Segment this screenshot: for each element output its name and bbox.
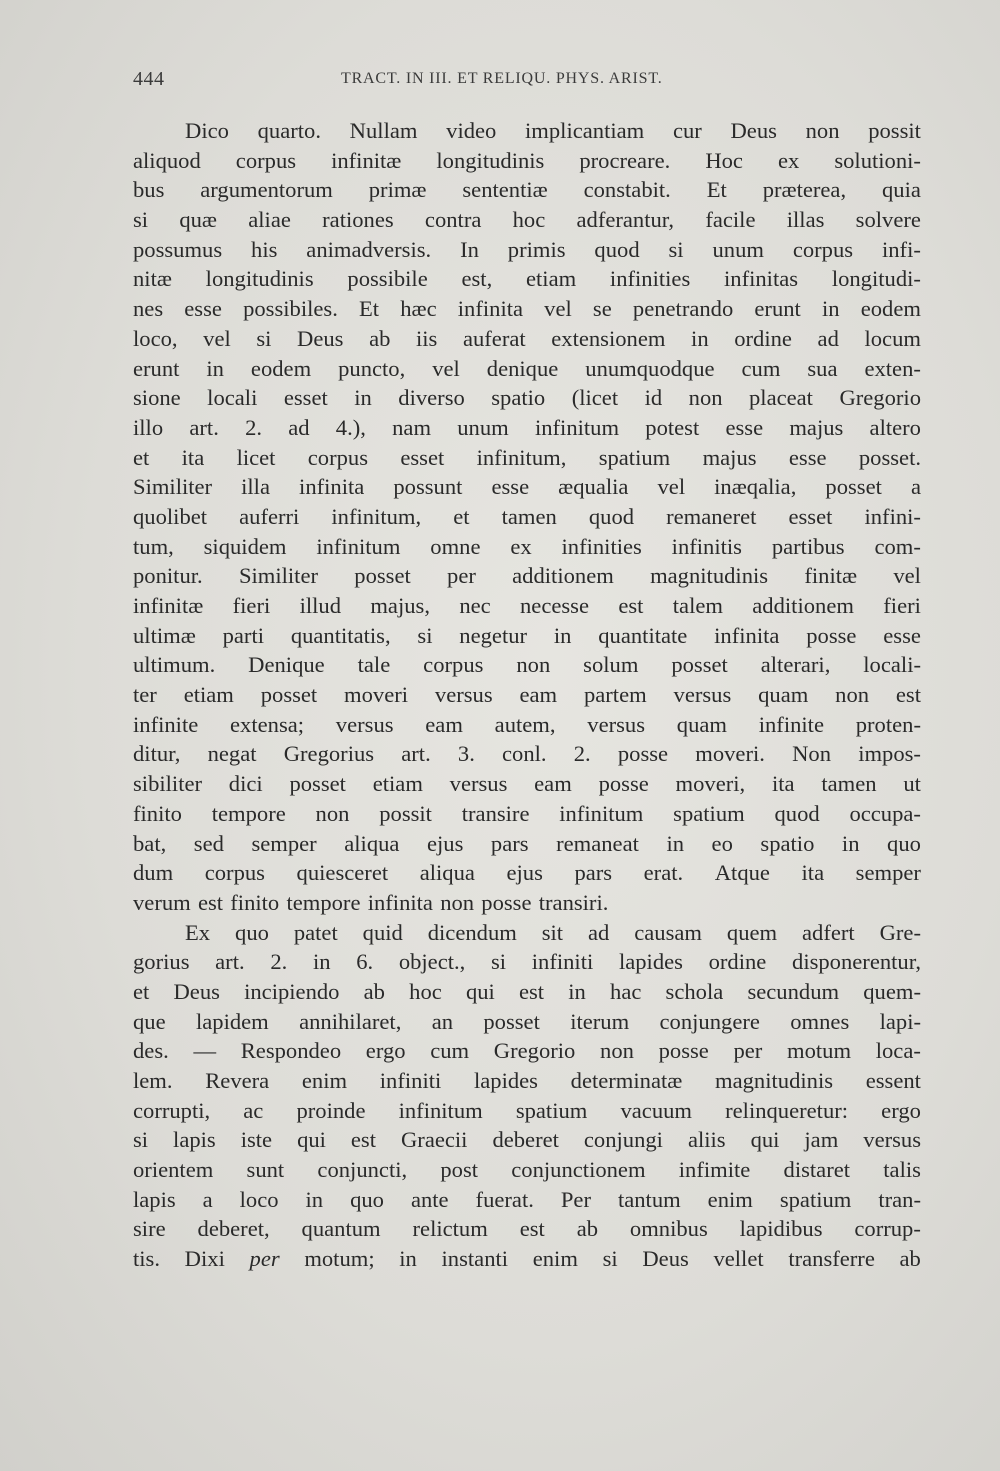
text-line: Dico quarto. Nullam video implicantiam cur Deus non possit (185, 118, 921, 143)
text-line: que lapidem annihilaret, an posset iterum conjungere omnes lapi- (133, 1008, 921, 1034)
paragraph (133, 116, 921, 918)
text-line: tis. Dixi per motum; in instanti enim si Deus vellet transferre ab (133, 1246, 921, 1272)
text-line: et Deus incipiendo ab hoc qui est in hac schola secundum quem- (133, 978, 921, 1004)
text-line: dum corpus quiesceret aliqua ejus pars erat. Atque ita semper (133, 860, 921, 886)
text-line: nes esse possibiles. Et hæc infinita vel se penetrando erunt in eodem (133, 296, 921, 322)
text-line: Ex quo patet quid dicendum sit ad causam quem adfert Gre- (185, 919, 921, 945)
text-line: finito tempore non possit transire infinitum spatium quod occupa- (133, 800, 921, 826)
text-line: si quæ aliae rationes contra hoc adferantur, facile illas solvere (133, 207, 921, 233)
text-line: ultimæ parti quantitatis, si negetur in quantitate infinita posse esse (133, 622, 921, 648)
body-text (133, 116, 921, 1274)
text-line: ter etiam posset moveri versus eam partem versus quam non est (133, 682, 921, 708)
text-line: ponitur. Similiter posset per additionem magnitudinis finitæ vel (133, 563, 921, 589)
text-line: lem. Revera enim infiniti lapides determinatæ magnitudinis essent (133, 1068, 921, 1093)
text-line: infinitæ fieri illud majus, nec necesse est talem additionem fieri (133, 593, 921, 618)
text-line: nitæ longitudinis possibile est, etiam infinities infinitas longitudi- (133, 266, 921, 292)
text-line: et ita licet corpus esset infinitum, spatium majus esse posset. (133, 444, 921, 470)
text-line: orientem sunt conjuncti, post conjunctionem infimite distaret talis (133, 1157, 921, 1183)
text-line: corrupti, ac proinde infinitum spatium vacuum relinqueretur: ergo (133, 1097, 921, 1123)
paragraph (133, 918, 921, 1274)
text-line: sibiliter dici posset etiam versus eam posse moveri, ita tamen ut (133, 771, 921, 797)
text-line: tum, siquidem infinitum omne ex infinities infinitis partibus com- (133, 533, 921, 559)
text-line: aliquod corpus infinitæ longitudinis procreare. Hoc ex solutioni- (133, 147, 921, 173)
text-line: Similiter illa infinita possunt esse æqualia vel inæqalia, posset a (133, 474, 921, 500)
text-line: loco, vel si Deus ab iis auferat extensionem in ordine ad locum (133, 325, 921, 351)
text-line: bus argumentorum primæ sententiæ constabit. Et præterea, quia (133, 177, 921, 203)
text-line: illo art. 2. ad 4.), nam unum infinitum potest esse majus altero (133, 414, 921, 440)
page-number: 444 (133, 68, 165, 90)
text-line: erunt in eodem puncto, vel denique unumquodque cum sua exten- (133, 355, 921, 381)
text-line: si lapis iste qui est Graecii deberet conjungi aliis qui jam versus (133, 1127, 921, 1153)
text-line: ditur, negat Gregorius art. 3. conl. 2. posse moveri. Non impos- (133, 741, 921, 767)
text-line: des. — Respondeo ergo cum Gregorio non posse per motum loca- (133, 1038, 921, 1064)
text-line: possumus his animadversis. In primis quod si unum corpus infi- (133, 236, 921, 262)
text-line: quolibet auferri infinitum, et tamen quod remaneret esset infini- (133, 503, 921, 529)
text-line: infinite extensa; versus eam autem, versus quam infinite proten- (133, 711, 921, 737)
page-header (133, 64, 918, 94)
text-line: sire deberet, quantum relictum est ab omnibus lapidibus corrup- (133, 1216, 921, 1242)
text-line: bat, sed semper aliqua ejus pars remaneat in eo spatio in quo (133, 830, 921, 856)
text-line: verum est finito tempore infinita non posse transiri. (133, 889, 609, 915)
text-line: lapis a loco in quo ante fuerat. Per tantum enim spatium tran- (133, 1186, 921, 1212)
text-line: gorius art. 2. in 6. object., si infiniti lapides ordine disponerentur, (133, 949, 921, 975)
text-line: ultimum. Denique tale corpus non solum posset alterari, locali- (133, 652, 921, 678)
text-line: sione locali esset in diverso spatio (licet id non placeat Gregorio (133, 385, 921, 411)
running-title: TRACT. IN III. ET RELIQU. PHYS. ARIST. (341, 70, 663, 87)
